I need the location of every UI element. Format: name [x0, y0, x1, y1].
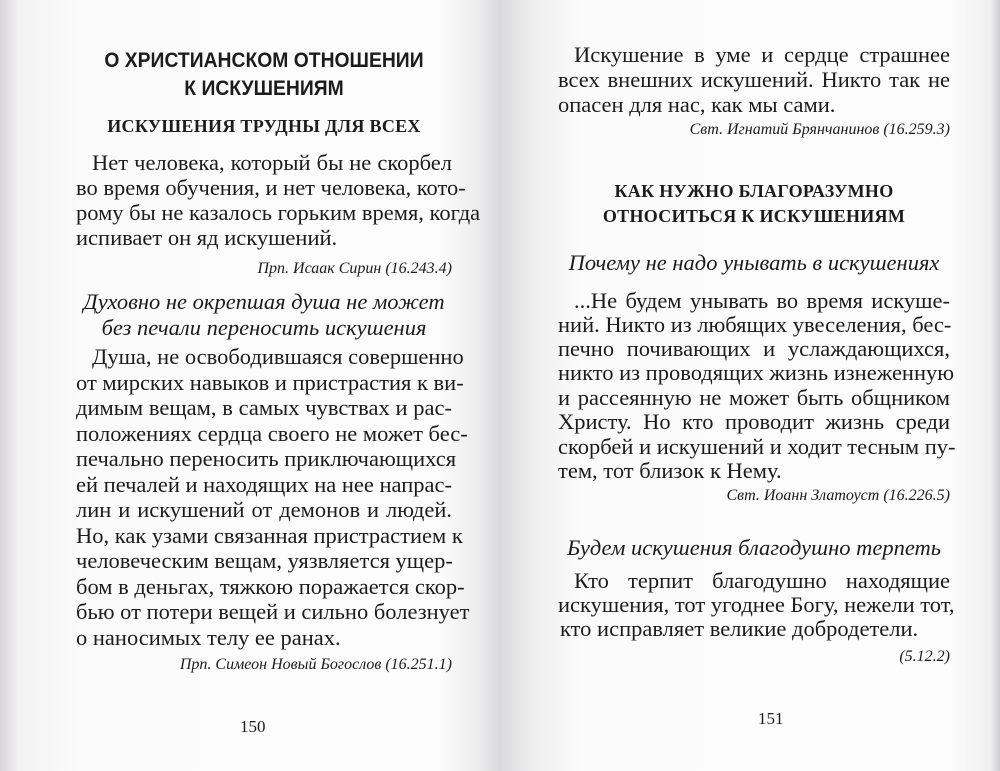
text-line: скорбей и искушений и ходит тесным пу- [558, 433, 956, 459]
chapter-title-line: К ИСКУШЕНИЯМ [184, 77, 344, 100]
subheading: Будем искушения благодушно терпеть [566, 535, 942, 560]
text-line: Но, как узами связанная пристрастием к [76, 522, 463, 548]
subheading-line: Духовно не окрепшая душа не может [83, 289, 445, 314]
text-line: во время обучения, и нет человека, кото- [76, 175, 466, 200]
text-line: о наносимых телу ее ранах. [76, 624, 341, 650]
text-line: ...Не будем унывать во время искуше- [574, 288, 950, 313]
section-heading: ИСКУШЕНИЯ ТРУДНЫ ДЛЯ ВСЕХ [107, 116, 421, 136]
attribution: Свт. Игнатий Брянчанинов (16.259.3) [689, 121, 950, 138]
page-number: 150 [240, 717, 266, 736]
text-line: Душа, не освободившаяся совершенно [92, 344, 464, 369]
text-line: кто исправляет великие добродетели. [560, 616, 919, 641]
attribution: Свт. Иоанн Златоуст (16.226.5) [726, 487, 950, 504]
text-line: испивает он яд искушений. [76, 225, 338, 250]
text-line: и рассеянную не может быть общником [558, 384, 950, 410]
text-line: лин и искушений от демонов и людей. [76, 497, 452, 522]
page-number: 151 [758, 709, 784, 728]
chapter-title-line: О ХРИСТИАНСКОМ ОТНОШЕНИИ [104, 49, 424, 72]
text-line: всех внешних искушений. Никто так не [558, 67, 950, 92]
text-line: димым вещам, в самых чувствах и рас- [76, 395, 452, 420]
section-heading-line: КАК НУЖНО БЛАГОРАЗУМНО [614, 181, 894, 201]
text-line: Христу. Но кто проводит жизнь среди [558, 409, 950, 434]
text-line: рому бы не казалось горьким время, когда [76, 200, 481, 225]
subheading-line: без печали переносить искушения [101, 315, 427, 340]
text-line: от мирских навыков и пристрастия к ви- [76, 369, 464, 395]
text-line: тем, тот близок к Нему. [558, 458, 782, 483]
attribution: Прп. Исаак Сирин (16.243.4) [257, 260, 452, 277]
text-line: ний. Никто из любящих увеселения, бес- [558, 312, 952, 337]
text-line: ей печалей и находящих на нее напрас- [76, 471, 453, 497]
attribution: (5.12.2) [899, 648, 950, 665]
text-line: Кто терпит благодушно находящие [574, 568, 950, 593]
text-line: Нет человека, который бы не скорбел [92, 150, 452, 175]
text-line: искушения, тот угоднее Богу, нежели тот, [558, 592, 955, 617]
subheading: Почему не надо унывать в искушениях [568, 250, 940, 275]
section-heading-line: ОТНОСИТЬСЯ К ИСКУШЕНИЯМ [602, 206, 906, 226]
text-line: опасен для нас, как мы сами. [558, 92, 836, 117]
text-line: бью от потери вещей и сильно болезнует [76, 599, 470, 624]
text-line: печно почивающих и услаждающихся, [558, 336, 950, 361]
text-line: положениях сердца своего не может бес- [76, 420, 468, 446]
text-line: никто из проводящих жизнь изнеженную [558, 360, 955, 385]
text-line: бом в деньгах, тяжкою поражается скор- [76, 573, 465, 599]
attribution: Прп. Симеон Новый Богослов (16.251.1) [179, 656, 452, 673]
text-line: человеческим вещам, уязвляется ущер- [76, 548, 453, 573]
text-line: печально переносить приключающихся [76, 446, 457, 471]
text-line: Искушение в уме и сердце страшнее [574, 42, 950, 67]
